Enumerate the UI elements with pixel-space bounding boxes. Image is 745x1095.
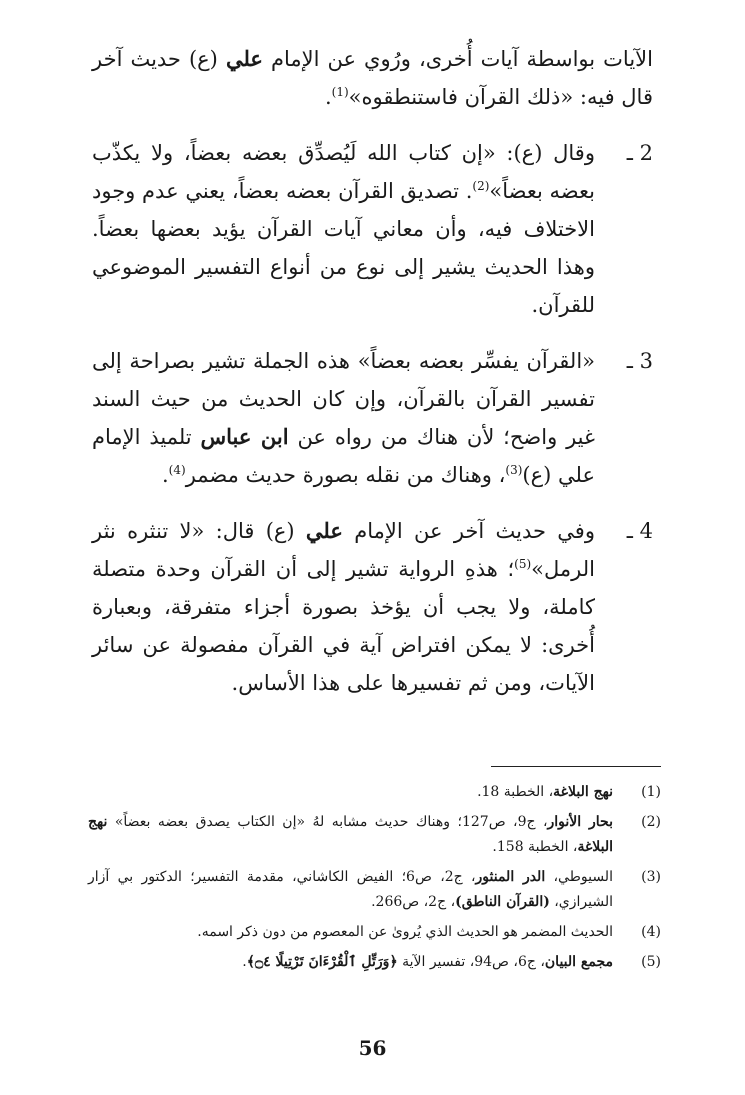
footnote-ref-4[interactable]: (4) (168, 463, 186, 477)
item-text (92, 134, 595, 324)
item-text-part: وقال (ع): «إن كتاب الله لَيُصدِّق بعضه بعضاً، ولا يكذّب بعضه بعضاً» (92, 141, 595, 203)
footnote-number: (5) (641, 954, 661, 970)
item-name: ابن عباس (200, 424, 289, 449)
item-text-part: تلميذ الإمام علي (ع) (92, 425, 595, 487)
intro-text-2: (ع) حديث آخر قال فيه: «ذلك القرآن فاستنطقوه» (92, 47, 653, 109)
footnote-2 (88, 810, 661, 860)
footnote-text: ، الخطبة 18. (477, 784, 554, 800)
intro-end: . (324, 85, 332, 109)
footnote-source: بحار الأنوار (547, 814, 613, 830)
intro-name: علي (225, 46, 263, 71)
intro-text: الآيات بواسطة آيات أُخرى، ورُوي عن الإمام (262, 47, 653, 71)
item-number: 2 ـ (626, 141, 653, 165)
footnote-text: الحديث المضمر هو الحديث الذي يُروىٰ عن المعصوم من دون ذكر اسمه. (197, 924, 613, 940)
footnote-number: (2) (641, 814, 661, 830)
footnote-text: ، ج6، ص94، تفسير الآية (397, 954, 545, 970)
item-text-part: . (161, 463, 169, 487)
item-number: 4 ـ (626, 519, 653, 543)
intro-paragraph (92, 40, 653, 116)
item-text (92, 512, 595, 702)
footnote-source: (القرآن الناطق) (455, 894, 550, 910)
list-item-2 (92, 134, 653, 324)
footnote-1 (88, 780, 661, 805)
item-text-part: (ع) قال: «لا تنثره نثر الرمل» (92, 519, 595, 581)
item-text-part: . تصديق القرآن بعضه بعضاً، يعني عدم وجود الاختلاف فيه، وأن معاني آيات القرآن يؤيد بعضها بعضاً. وهذا الحديث يشير إلى نوع من أنواع التفسير الموضوعي للقرآن. (92, 179, 595, 317)
footnote-number: (1) (641, 784, 661, 800)
footnote-source: الدر المنثور (475, 869, 546, 885)
footnote-ref-5[interactable]: (5) (514, 557, 532, 571)
footnote-number: (4) (641, 924, 661, 940)
list-item-4 (92, 512, 653, 702)
footnote-3 (88, 865, 661, 915)
footnote-source: نهج البلاغة (88, 814, 613, 855)
footnote-divider (491, 766, 661, 767)
footnote-source: نهج البلاغة (553, 784, 613, 800)
item-name: علي (305, 518, 343, 543)
item-text (92, 342, 595, 494)
quran-verse: ﴿وَرَتِّلِ ٱلْقُرْءَانَ تَرْتِيلًا ۝٤﴾ (246, 954, 398, 970)
footnote-number: (3) (641, 869, 661, 885)
footnote-text: ، ج2، ص266. (371, 894, 456, 910)
page-number: 56 (358, 1036, 387, 1060)
footnote-ref-3[interactable]: (3) (505, 463, 523, 477)
footnote-text: ، الخطبة 158. (492, 839, 578, 855)
footnote-text: السيوطي، (545, 869, 613, 885)
item-text-part: ، وهناك من نقله بصورة حديث مضمر (185, 463, 506, 487)
item-text-part: «القرآن يفسِّر بعضه بعضاً» هذه الجملة تشير بصراحة إلى تفسير القرآن بالقرآن، وإن كان الحديث من حيث السند غير واضح؛ لأن هناك من رواه عن (92, 349, 595, 449)
footnote-ref-1[interactable]: (1) (331, 85, 349, 99)
list-item-3 (92, 342, 653, 494)
item-text-part: ؛ هذهِ الرواية تشير إلى أن القرآن وحدة متصلة كاملة، ولا يجب أن يؤخذ بصورة أجزاء متفرقة، وبعبارة أُخرى: لا يمكن افتراض آية في القرآن مفصولة عن سائر الآيات، ومن ثم تفسيرها على هذا الأساس. (92, 557, 595, 695)
footnote-source: مجمع البيان (544, 954, 613, 970)
footnote-4 (88, 920, 661, 945)
footnote-text: ، ج2، ص6؛ الفيض الكاشاني، مقدمة التفسير؛ الدكتور بي آزار الشيرازي، (88, 869, 613, 910)
footnote-text: . (242, 954, 247, 970)
footnote-text: ، ج9، ص127؛ وهناك حديث مشابه لهُ «إن الكتاب يصدق بعضه بعضاً» (107, 814, 548, 830)
footnote-5 (88, 950, 661, 975)
main-text (92, 40, 653, 720)
item-number: 3 ـ (626, 349, 653, 373)
footnote-ref-2[interactable]: (2) (472, 179, 490, 193)
footnotes (88, 780, 661, 980)
item-text-part: وفي حديث آخر عن الإمام (342, 519, 595, 543)
